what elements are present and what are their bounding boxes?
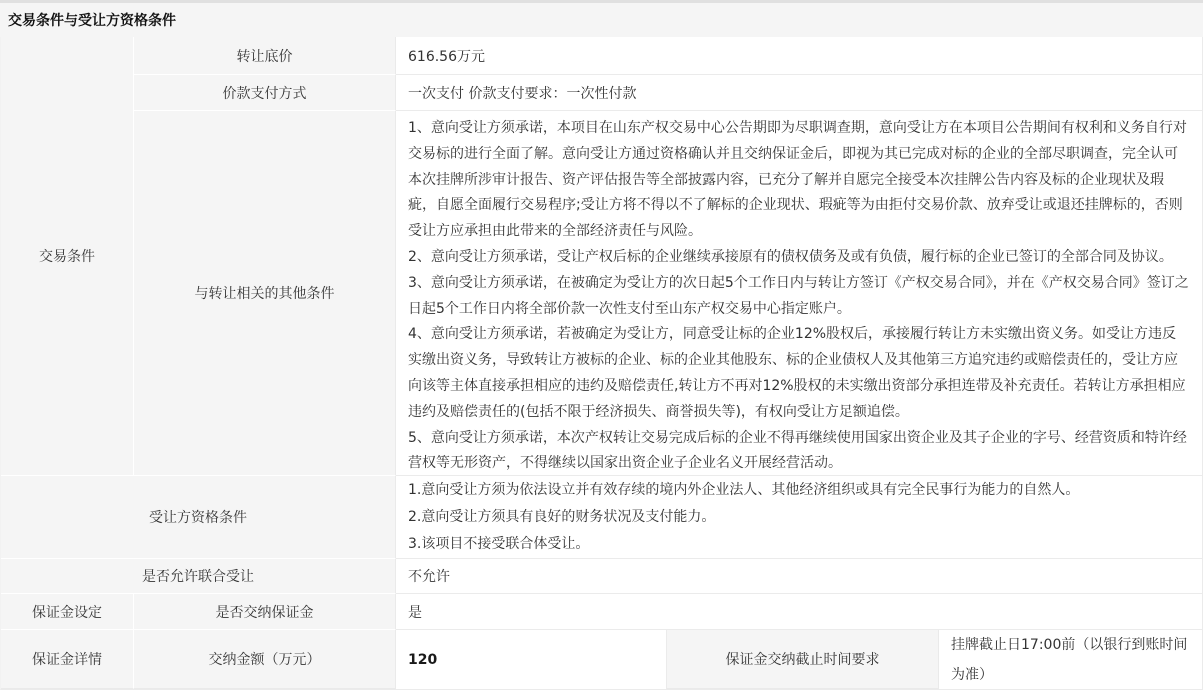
value-joint-transfer: 不允许 bbox=[396, 559, 1202, 594]
group-label-deposit-detail: 保证金详情 bbox=[1, 630, 134, 689]
value-floor-price: 616.56万元 bbox=[396, 37, 1202, 75]
row-label-other-conditions: 与转让相关的其他条件 bbox=[134, 111, 396, 476]
row-label-qualification: 受让方资格条件 bbox=[1, 476, 396, 559]
value-qualification bbox=[396, 476, 1202, 559]
condition-paragraph-3: 3、意向受让方须承诺，在被确定为受让方的次日起5个工作日内与转让方签订《产权交易合同》，并在《产权交易合同》签订之日起5个工作日内将全部价款一次性支付至山东产权交易中心指定账户。 bbox=[408, 274, 1189, 317]
group-label-transaction-conditions: 交易条件 bbox=[1, 37, 134, 476]
qualification-line-2: 2.意向受让方须具有良好的财务状况及支付能力。 bbox=[408, 509, 716, 525]
value-deposit-required: 是 bbox=[396, 594, 1202, 630]
section-header bbox=[0, 3, 1203, 37]
row-label-floor-price: 转让底价 bbox=[134, 37, 396, 75]
group-label-deposit-setting: 保证金设定 bbox=[1, 594, 134, 630]
qualification-line-1: 1.意向受让方须为依法设立并有效存续的境内外企业法人、其他经济组织或具有完全民事行为能力的自然人。 bbox=[408, 482, 1080, 498]
condition-paragraph-5: 5、意向受让方须承诺，本次产权转让交易完成后标的企业不得再继续使用国家出资企业及其子企业的字号、经营资质和特许经营权等无形资产，不得继续以国家出资企业子企业名义开展经营活动。 bbox=[408, 429, 1187, 472]
value-other-conditions bbox=[396, 111, 1202, 476]
row-label-deposit-amount: 交纳金额（万元） bbox=[134, 630, 396, 689]
condition-paragraph-2: 2、意向受让方须承诺，受让产权后标的企业继续承接原有的债权债务及或有负债，履行标的企业已签订的全部合同及协议。 bbox=[408, 248, 1173, 265]
value-deposit-deadline: 挂牌截止日17:00前（以银行到账时间为准） bbox=[939, 630, 1202, 689]
value-payment-method: 一次支付 价款支付要求：一次性付款 bbox=[396, 75, 1202, 111]
qualification-line-3: 3.该项目不接受联合体受让。 bbox=[408, 536, 590, 552]
row-label-payment-method: 价款支付方式 bbox=[134, 75, 396, 111]
conditions-table bbox=[0, 37, 1203, 690]
row-label-deposit-required: 是否交纳保证金 bbox=[134, 594, 396, 630]
section-title: 交易条件与受让方资格条件 bbox=[8, 13, 176, 29]
condition-paragraph-1: 1、意向受让方须承诺，本项目在山东产权交易中心公告期即为尽职调查期，意向受让方在本项目公告期间有权利和义务自行对交易标的进行全面了解。意向受让方通过资格确认并且交纳保证金后，即视为其已完成对标的企业的全部尽职调查，完全认可本次挂牌所涉审计报告、资产评估报告等全部披露内容，已充分了解并自愿完全接受本次挂牌公告内容及标的企业现状及瑕疵，自愿全面履行交易程序;受让方将不得以不了解标的企业现状、瑕疵等为由拒付交易价款、放弃受让或退还挂牌标的，否则受让方应承担由此带来的全部经济责任与风险。 bbox=[408, 120, 1187, 240]
condition-paragraph-4: 4、意向受让方须承诺，若被确定为受让方，同意受让标的企业12%股权后，承接履行转让方未实缴出资义务。如受让方违反实缴出资义务，导致转让方被标的企业、标的企业其他股东、标的企业债权人及其他第三方追究违约或赔偿责任的，受让方应向该等主体直接承担相应的违约及赔偿责任,转让方不再对12%股权的未实缴出资部分承担连带及补充责任。若转让方承担相应违约及赔偿责任的(包括不限于经济损失、商誉损失等)，有权向受让方足额追偿。 bbox=[408, 326, 1186, 420]
row-label-deposit-deadline: 保证金交纳截止时间要求 bbox=[667, 630, 939, 689]
value-deposit-amount: 120 bbox=[396, 630, 667, 689]
row-label-joint-transfer: 是否允许联合受让 bbox=[1, 559, 396, 594]
